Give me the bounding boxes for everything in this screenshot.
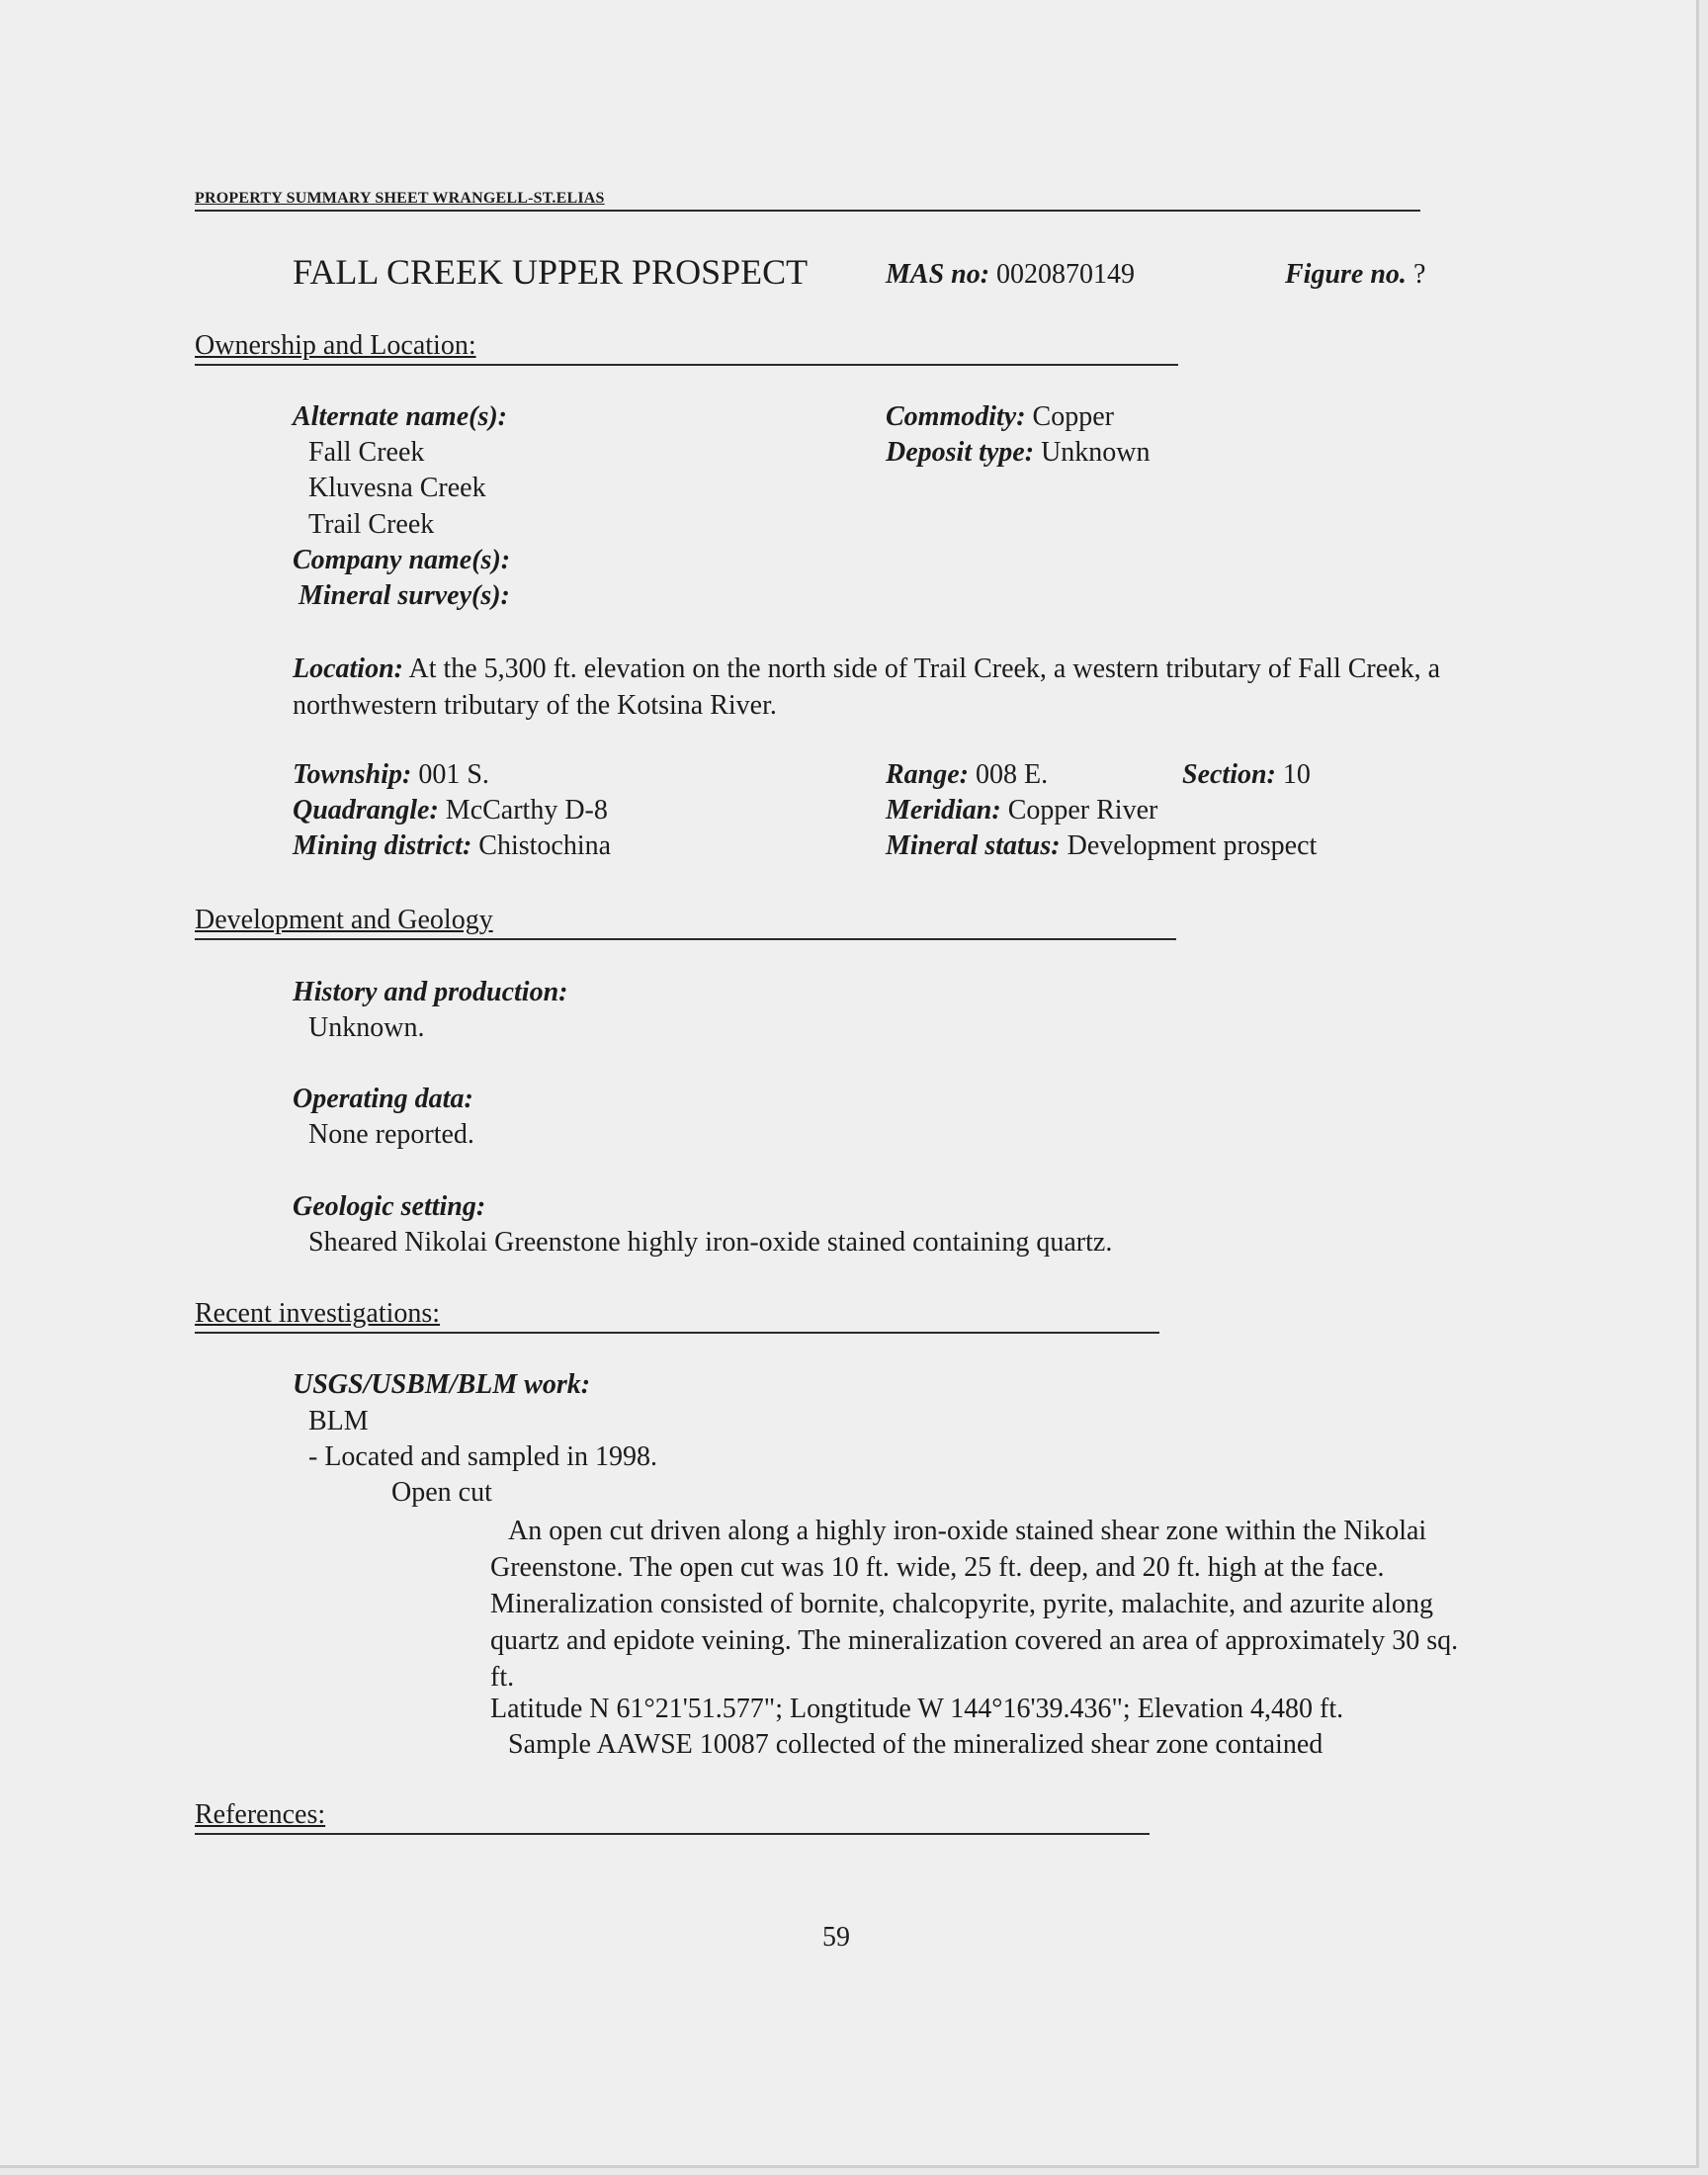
located-text: - Located and sampled in 1998. [308,1441,658,1472]
mineral-status-value: Development prospect [1067,830,1318,861]
history-value: Unknown. [308,1012,425,1043]
coordinates-text: Latitude N 61°21'51.577"; Longtitude W 144°16'39.436"; Elevation 4,480 ft. [490,1694,1344,1724]
history-label: History and production: [293,977,568,1007]
alt-name-item: Fall Creek [308,437,425,468]
mineral-status-label: Mineral status: [886,830,1061,861]
commodity-label: Commodity: [886,401,1026,432]
sample-text: Sample AAWSE 10087 collected of the mineralized shear zone contained [508,1729,1324,1760]
feature-name: Open cut [391,1477,492,1508]
figure-field [1285,259,1425,291]
commodity-value: Copper [1032,401,1114,432]
township-value: 001 S. [418,759,489,790]
section-heading-ownership: Ownership and Location: [195,330,1178,366]
range-label: Range: [886,759,969,790]
section-field [1182,759,1311,791]
figure-label: Figure no. [1285,259,1407,290]
geologic-label: Geologic setting: [293,1191,486,1222]
agency-value: BLM [308,1406,369,1436]
mining-district-value: Chistochina [478,830,612,861]
township-label: Township: [293,759,412,790]
location-text: At the 5,300 ft. elevation on the north side of Trail Creek, a western tributary of Fall Creek, a northwestern tributary of the Kotsina River. [293,653,1441,721]
commodity-field [886,401,1114,433]
alt-names-label: Alternate name(s): [293,401,507,432]
mas-value: 0020870149 [996,259,1136,290]
quadrangle-label: Quadrangle: [293,795,439,826]
location-paragraph [293,651,1469,724]
township-field [293,759,489,791]
figure-value: ? [1412,259,1426,290]
operating-value: None reported. [308,1119,474,1150]
mineral-status-field [886,830,1317,862]
section-heading-references: References: [195,1799,1150,1835]
alt-name-item: Kluvesna Creek [308,473,486,503]
page-number: 59 [822,1922,850,1953]
feature-description: An open cut driven along a highly iron-oxide stained shear zone within the Nikolai Greenstone. The open cut was 10 ft. wide, 25 ft. deep, and 20 ft. high at the face. Mineralization consisted of bornite, chalcopyrite, pyrite, malachite, and azurite along quartz and epidote veining. The mineralization covered an area of approximately 30 sq. ft. [490,1516,1459,1693]
section-heading-investigations: Recent investigations: [195,1298,1159,1334]
meridian-value: Copper River [1007,795,1158,826]
mas-label: MAS no: [886,259,990,290]
location-label: Location: [293,653,403,684]
company-label: Company name(s): [293,545,511,575]
meridian-label: Meridian: [886,795,1001,826]
range-field [886,759,1048,791]
alt-name-item: Trail Creek [308,509,435,540]
mining-district-field [293,830,611,862]
geologic-value: Sheared Nikolai Greenstone highly iron-oxide stained containing quartz. [308,1227,1113,1258]
section-heading-development: Development and Geology [195,905,1176,940]
operating-label: Operating data: [293,1084,473,1114]
mineral-survey-label: Mineral survey(s): [299,580,510,611]
prospect-title: FALL CREEK UPPER PROSPECT [293,252,809,292]
work-label: USGS/USBM/BLM work: [293,1369,591,1400]
range-value: 008 E. [976,759,1049,790]
section-label: Section: [1182,759,1276,790]
quadrangle-value: McCarthy D-8 [445,795,608,826]
section-value: 10 [1282,759,1311,790]
deposit-type-value: Unknown [1041,437,1151,468]
sheet-header: PROPERTY SUMMARY SHEET WRANGELL-ST.ELIAS [195,190,1420,212]
mas-field [886,259,1135,291]
mining-district-label: Mining district: [293,830,472,861]
deposit-type-field [886,437,1151,469]
deposit-type-label: Deposit type: [886,437,1035,468]
meridian-field [886,795,1157,826]
quadrangle-field [293,795,608,826]
